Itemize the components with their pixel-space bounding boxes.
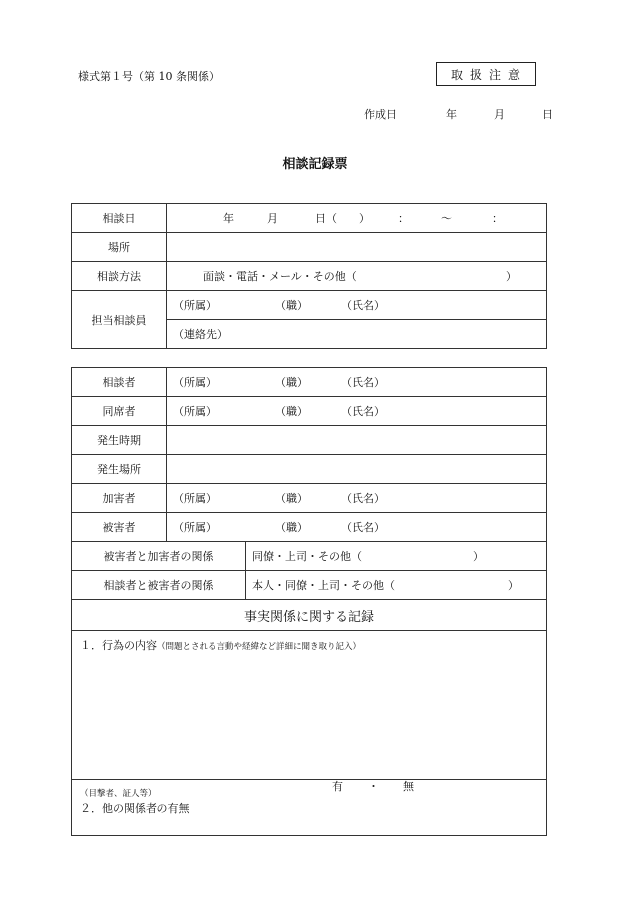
consulter-label: 相談者 <box>72 368 167 397</box>
consult-date-field[interactable] <box>167 204 547 233</box>
perpetrator-label: 加害者 <box>72 484 167 513</box>
occur-place-field[interactable] <box>167 455 547 484</box>
relation-1-close: ） <box>473 550 484 563</box>
section-title: 事実関係に関する記録 <box>72 600 547 631</box>
occur-time-label: 発生時期 <box>72 426 167 455</box>
case-record-table <box>71 367 547 836</box>
occur-place-label: 発生場所 <box>72 455 167 484</box>
item-2-yes[interactable]: 有 <box>332 780 343 793</box>
consulter-field[interactable] <box>167 368 547 397</box>
row-method <box>72 262 547 291</box>
row-victim <box>72 513 547 542</box>
occur-time-field[interactable] <box>167 426 547 455</box>
method-options: 面談・電話・メール・その他（ <box>203 270 357 283</box>
time-tilde: 〜 <box>441 212 452 225</box>
method-close: ） <box>506 270 517 283</box>
form-number: 様式第１号（第 10 条関係） <box>78 70 220 83</box>
row-consulter <box>72 368 547 397</box>
relation-1-options: 同僚・上司・その他（ <box>252 550 362 563</box>
consulter-name: （氏名） <box>341 376 385 389</box>
attendee-affiliation: （所属） <box>173 405 217 418</box>
consult-date-day: 日（ ） <box>315 212 370 225</box>
item-2-tail: の有無 <box>156 801 190 815</box>
created-year: 年 <box>446 108 457 121</box>
row-consult-date <box>72 204 547 233</box>
item-1-note: （問題とされる言動や経緯など詳細に聞き取り記入） <box>157 642 362 652</box>
item-2-field[interactable] <box>72 780 547 836</box>
row-attendee <box>72 397 547 426</box>
page-title: 相談記録票 <box>282 157 348 172</box>
victim-label: 被害者 <box>72 513 167 542</box>
item-1-main: １．行為の内容 <box>80 639 157 652</box>
staff-affiliation-field[interactable] <box>167 291 547 320</box>
row-place <box>72 233 547 262</box>
consultation-info-table <box>71 203 547 349</box>
row-item-1 <box>72 631 547 780</box>
caution-box: 取扱注意 <box>436 62 536 86</box>
consult-date-year: 年 <box>223 212 234 225</box>
place-field[interactable] <box>167 233 547 262</box>
victim-name: （氏名） <box>341 521 385 534</box>
staff-affiliation: （所属） <box>173 299 217 312</box>
row-perpetrator <box>72 484 547 513</box>
relation-2-close: ） <box>508 579 519 592</box>
item-2-no[interactable]: 無 <box>403 780 414 793</box>
method-field[interactable] <box>167 262 547 291</box>
item-2-note: （目撃者、証人等） <box>80 789 157 799</box>
staff-contact: （連絡先） <box>173 328 228 341</box>
staff-name: （氏名） <box>341 299 385 312</box>
attendee-label: 同席者 <box>72 397 167 426</box>
perpetrator-position: （職） <box>275 492 308 505</box>
row-occur-place <box>72 455 547 484</box>
time-colon-2: ： <box>492 212 503 225</box>
row-staff-1 <box>72 291 547 320</box>
perpetrator-field[interactable] <box>167 484 547 513</box>
perpetrator-name: （氏名） <box>341 492 385 505</box>
attendee-position: （職） <box>275 405 308 418</box>
consult-date-month: 月 <box>267 212 278 225</box>
victim-position: （職） <box>275 521 308 534</box>
item-2-main: ２．他の関係者 <box>80 801 157 815</box>
item-2-separator: ・ <box>368 780 379 793</box>
row-section-title <box>72 600 547 631</box>
row-occur-time <box>72 426 547 455</box>
victim-affiliation: （所属） <box>173 521 217 534</box>
created-date-row <box>364 106 554 122</box>
staff-contact-field[interactable] <box>167 320 547 349</box>
relation-1-label: 被害者と加害者の関係 <box>72 542 246 571</box>
created-month: 月 <box>494 108 505 121</box>
attendee-field[interactable] <box>167 397 547 426</box>
relation-2-field[interactable] <box>246 571 547 600</box>
staff-label: 担当相談員 <box>72 291 167 349</box>
place-label: 場所 <box>72 233 167 262</box>
row-relation-1 <box>72 542 547 571</box>
consult-date-label: 相談日 <box>72 204 167 233</box>
attendee-name: （氏名） <box>341 405 385 418</box>
created-day: 日 <box>542 108 553 121</box>
victim-field[interactable] <box>167 513 547 542</box>
time-colon-1: ： <box>398 212 409 225</box>
consulter-affiliation: （所属） <box>173 376 217 389</box>
consulter-position: （職） <box>275 376 308 389</box>
item-1-field[interactable] <box>72 631 547 780</box>
staff-position: （職） <box>275 299 308 312</box>
method-label: 相談方法 <box>72 262 167 291</box>
created-label: 作成日 <box>364 108 397 121</box>
perpetrator-affiliation: （所属） <box>173 492 217 505</box>
relation-1-field[interactable] <box>246 542 547 571</box>
row-relation-2 <box>72 571 547 600</box>
row-item-2 <box>72 780 547 836</box>
relation-2-label: 相談者と被害者の関係 <box>72 571 246 600</box>
relation-2-options: 本人・同僚・上司・その他（ <box>252 579 395 592</box>
